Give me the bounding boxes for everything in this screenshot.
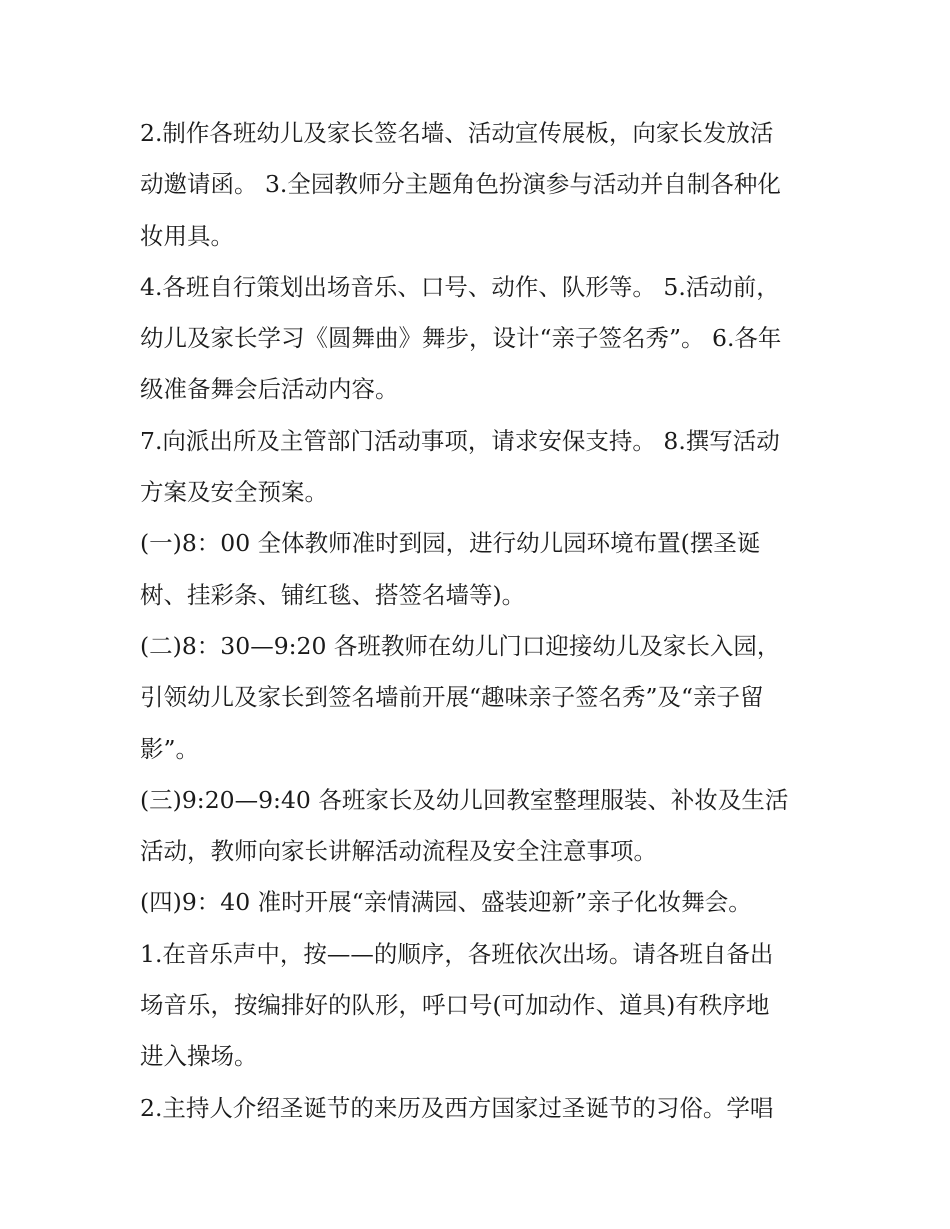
text-line: 树、挂彩条、铺红毯、搭签名墙等)。 — [140, 580, 526, 609]
text-line: (四)9：40 准时开展“亲情满园、盛装迎新”亲子化妆舞会。 — [140, 888, 752, 917]
text-line: 动邀请函。 3.全园教师分主题角色扮演参与活动并自制各种化 — [140, 170, 781, 199]
text-line: 妆用具。 — [140, 221, 234, 250]
text-line: 活动，教师向家长讲解活动流程及安全注意事项。 — [140, 837, 657, 866]
text-line: 幼儿及家长学习《圆舞曲》舞步，设计“亲子签名秀”。 6.各年 — [140, 324, 782, 353]
text-line: 级准备舞会后活动内容。 — [140, 375, 399, 404]
text-line: 影”。 — [140, 734, 200, 763]
text-line: 进入操场。 — [140, 1042, 258, 1071]
document-body — [140, 108, 820, 1134]
text-line: 2.制作各班幼儿及家长签名墙、活动宣传展板，向家长发放活 — [140, 119, 774, 147]
text-line: (三)9:20—9:40 各班家长及幼儿回教室整理服装、补妆及生活 — [140, 785, 789, 814]
text-line: 方案及安全预案。 — [140, 478, 328, 507]
text-line: 2.主持人介绍圣诞节的来历及西方国家过圣诞节的习俗。学唱 — [140, 1093, 774, 1122]
text-line: (一)8：00 全体教师准时到园，进行幼儿园环境布置(摆圣诞 — [140, 529, 761, 558]
text-line: 4.各班自行策划出场音乐、口号、动作、队形等。 5.活动前， — [140, 272, 780, 301]
text-line: 7.向派出所及主管部门活动事项，请求安保支持。 8.撰写活动 — [140, 426, 780, 455]
text-line: 1.在音乐声中，按——的顺序，各班依次出场。请各班自备出 — [140, 939, 774, 968]
text-line: (二)8：30—9:20 各班教师在幼儿门口迎接幼儿及家长入园， — [140, 631, 781, 660]
text-line: 场音乐，按编排好的队形，呼口号(可加动作、道具)有秩序地 — [140, 991, 770, 1020]
text-line: 引领幼儿及家长到签名墙前开展“趣味亲子签名秀”及“亲子留 — [140, 683, 764, 712]
